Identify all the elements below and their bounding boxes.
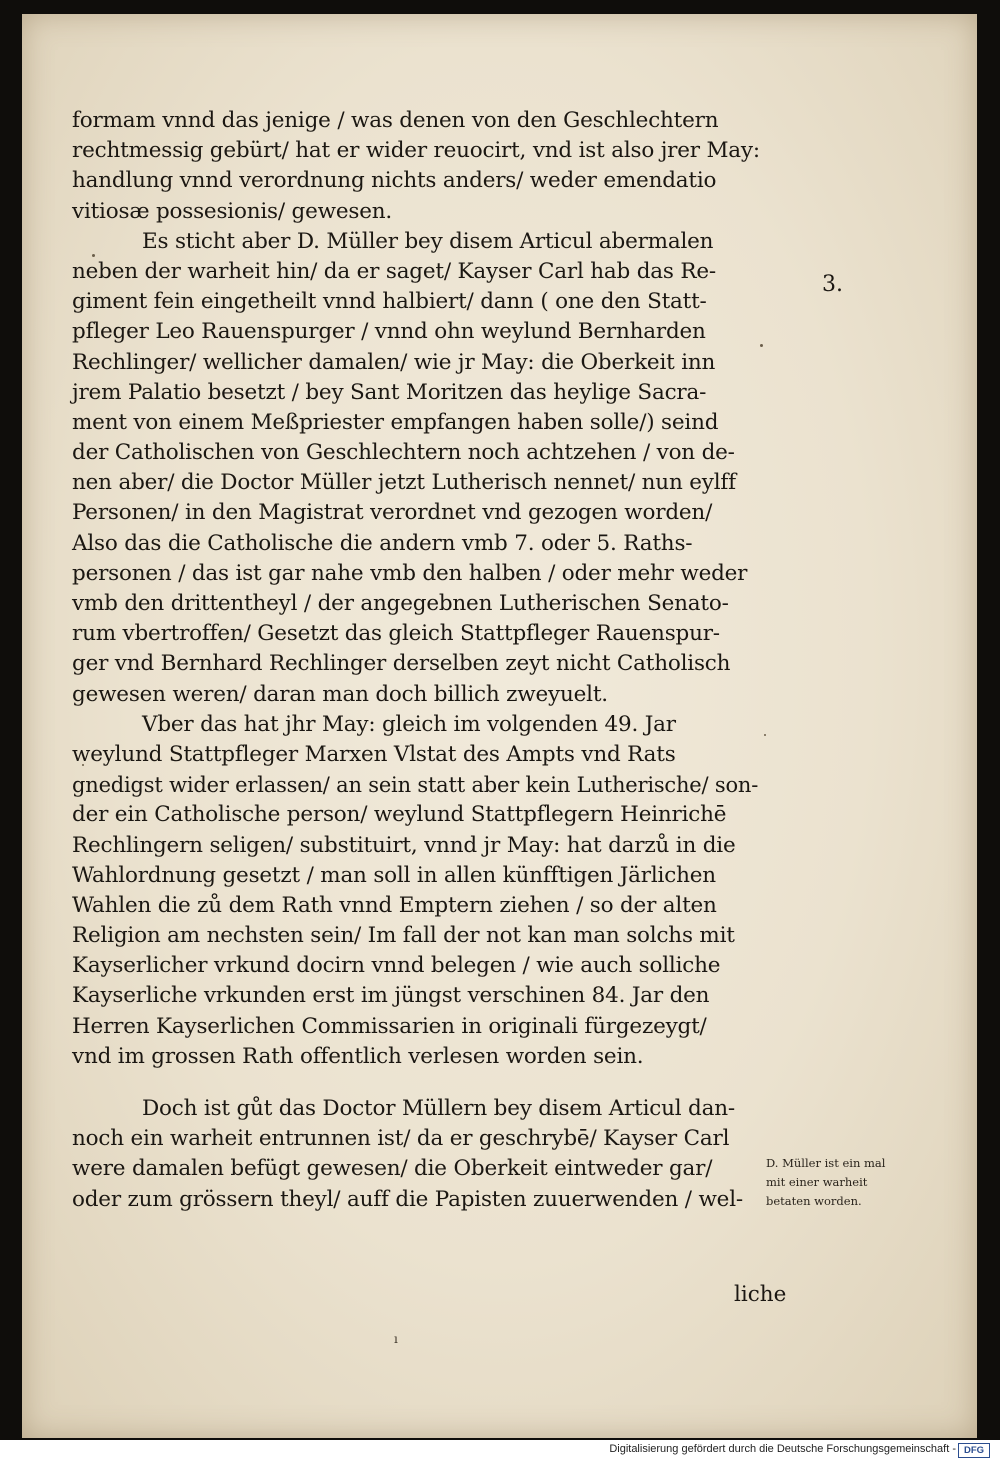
text-line: Rechlinger/ wellicher damalen/ wie jr May: die Oberkeit inn (72, 349, 716, 375)
text-line: neben der warheit hin/ da er saget/ Kayser Carl hab das Re- (72, 258, 716, 284)
text-line: personen / das ist gar nahe vmb den halben / oder mehr weder (72, 560, 748, 586)
marginal-note: D. Müller ist ein mal mit einer warheit betaten worden. (766, 1156, 886, 1208)
dfg-logo-icon: DFG (958, 1443, 990, 1458)
text-line: Wahlordnung gesetzt / man soll in allen künfftigen Järlichen (72, 862, 716, 888)
text-line: rechtmessig gebürt/ hat er wider reuocirt, vnd ist also jrer May: (72, 138, 760, 164)
footer-credit: Digitalisierung gefördert durch die Deutsche Forschungsgemeinschaft - (609, 1443, 956, 1455)
book-page (22, 14, 977, 1438)
text-line: vmb den drittentheyl / der angegebnen Lutherischen Senato- (72, 591, 729, 616)
text-line: gewesen weren/ daran man doch billich zweyuelt. (72, 681, 608, 707)
text-line: oder zum grössern theyl/ auff die Papisten zuuerwenden / wel- (72, 1186, 743, 1212)
text-line: vitiosæ possesionis/ gewesen. (72, 198, 392, 224)
text-line: Personen/ in den Magistrat verordnet vnd gezogen worden/ (72, 500, 713, 526)
text-line: Doch ist gůt das Doctor Müllern bey disem Articul dan- (142, 1096, 735, 1121)
text-line: Kayserliche vrkunden erst im jüngst verschinen 84. Jar den (72, 983, 710, 1009)
text-line: Kayserlicher vrkund docirn vnnd belegen / wie auch solliche (72, 953, 721, 979)
text-line: Herren Kayserlichen Commissarien in originali fürgezeygt/ (72, 1013, 707, 1039)
text-line: Wahlen die zů dem Rath vnnd Emptern ziehen / so der alten (72, 892, 717, 918)
text-line: pfleger Leo Rauenspurger / vnnd ohn weylund Bernharden (72, 319, 706, 345)
text-line: Religion am nechsten sein/ Im fall der not kan man solchs mit (72, 923, 735, 949)
text-line: Vber das hat jhr May: gleich im volgenden 49. Jar (142, 711, 676, 737)
text-line: der Catholischen von Geschlechtern noch achtzehen / von de- (72, 440, 735, 466)
text-line: nen aber/ die Doctor Müller jetzt Lutherisch nennet/ nun eylff (72, 470, 736, 496)
text-line: giment fein eingetheilt vnnd halbiert/ dann ( one den Statt- (72, 289, 707, 315)
text-line: Rechlingern seligen/ substituirt, vnnd jr May: hat darzů in die (72, 832, 736, 858)
text-line: weylund Stattpfleger Marxen Vlstat des Ampts vnd Rats (72, 741, 676, 767)
text-line: were damalen befügt gewesen/ die Oberkeit eintweder gar/ (72, 1156, 713, 1182)
text-line: der ein Catholische person/ weylund Stattpflegern Heinrichē (72, 802, 727, 828)
text-line: noch ein warheit entrunnen ist/ da er geschrybē/ Kayser Carl (72, 1126, 730, 1152)
text-line: vnd im grossen Rath offentlich verlesen worden sein. (72, 1043, 644, 1069)
margin-number: 3. (822, 272, 843, 297)
main-text (72, 106, 772, 1215)
text-line: jrem Palatio besetzt / bey Sant Moritzen das heylige Sacra- (72, 379, 707, 405)
signature-mark: ı (394, 1332, 398, 1346)
text-line: ger vnd Bernhard Rechlinger derselben zeyt nicht Catholisch (72, 651, 731, 677)
catchword: liche (734, 1282, 787, 1307)
text-line: Also das die Catholische die andern vmb 7. oder 5. Raths- (72, 530, 693, 556)
text-line: handlung vnnd verordnung nichts anders/ weder emendatio (72, 168, 717, 194)
text-line: rum vbertroffen/ Gesetzt das gleich Stattpfleger Rauenspur- (72, 621, 720, 647)
text-line: formam vnnd das jenige / was denen von den Geschlechtern (72, 108, 719, 133)
footer-bar (0, 1440, 1000, 1460)
text-line: Es sticht aber D. Müller bey disem Articul abermalen (142, 228, 714, 254)
text-line: gnedigst wider erlassen/ an sein statt aber kein Lutherische/ son- (72, 773, 759, 798)
text-line: ment von einem Meßpriester empfangen haben solle/) seind (72, 409, 719, 435)
